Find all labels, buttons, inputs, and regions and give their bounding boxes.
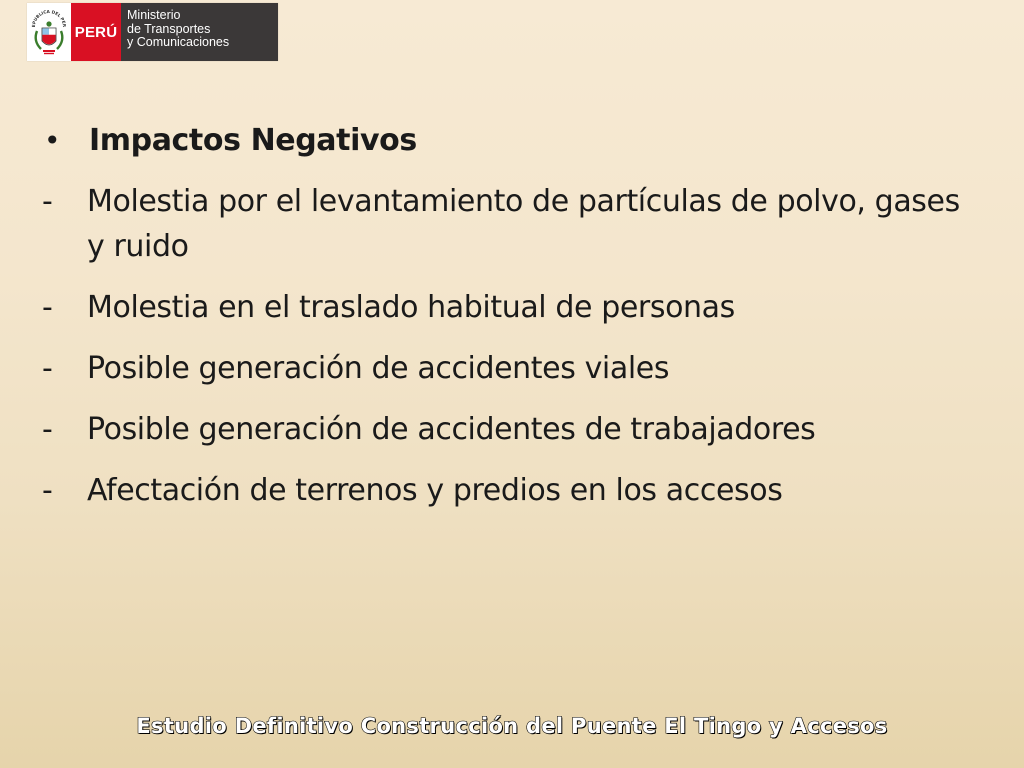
list-item [42, 468, 962, 513]
list-item-text: Molestia en el traslado habitual de personas [87, 290, 735, 325]
dash-marker: - [42, 184, 53, 219]
heading-row [42, 118, 962, 163]
crest-text: EPUBLICA DEL PER [30, 8, 68, 28]
ministry-line-1: Ministerio [127, 8, 181, 22]
bullet-marker: • [44, 124, 61, 157]
country-label: PERÚ [71, 3, 121, 61]
list-item [42, 346, 962, 391]
list-item-text: Posible generación de accidentes viales [87, 351, 670, 386]
ministry-name [121, 3, 278, 61]
ministry-logo [27, 3, 278, 61]
slide-content [42, 118, 962, 529]
dash-marker: - [42, 473, 53, 508]
dash-marker: - [42, 412, 53, 447]
dash-marker: - [42, 290, 53, 325]
dash-marker: - [42, 351, 53, 386]
list-item-text: Posible generación de accidentes de trabajadores [87, 412, 816, 447]
ministry-line-3: y Comunicaciones [127, 35, 230, 49]
list-item [42, 285, 962, 330]
footer-title: Estudio Definitivo Construcción del Puente El Tingo y Accesos [136, 714, 888, 738]
list-item [42, 407, 962, 452]
list-item [42, 179, 962, 269]
list-item-text: Afectación de terrenos y predios en los accesos [87, 473, 783, 508]
slide-heading: Impactos Negativos [89, 123, 417, 158]
ministry-line-2: de Transportes [127, 21, 211, 36]
coat-of-arms-icon [27, 3, 71, 61]
list-item-text: Molestia por el levantamiento de partículas de polvo, gases y ruido [87, 184, 960, 264]
